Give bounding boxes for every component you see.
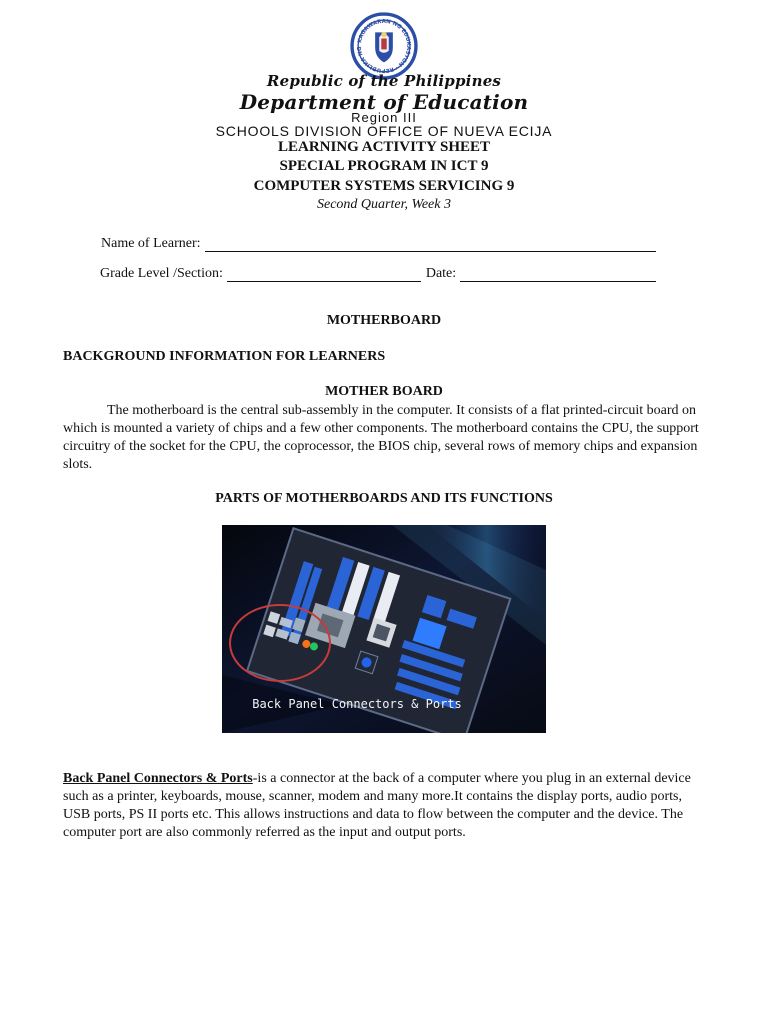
program-title: SPECIAL PROGRAM IN ICT 9 xyxy=(279,158,489,174)
quarter-label: Second Quarter, Week 3 xyxy=(316,197,451,212)
motherboard-heading: MOTHERBOARD xyxy=(326,313,442,328)
name-label: Name of Learner: xyxy=(101,236,201,251)
motherboard-image xyxy=(222,525,546,733)
department-heading: Department of Education xyxy=(239,90,529,114)
republic-heading: Republic of the Philippines xyxy=(266,72,502,90)
grade-label: Grade Level /Section: xyxy=(100,266,223,281)
name-blank[interactable] xyxy=(205,239,656,252)
mother-board-subheading: MOTHER BOARD xyxy=(325,384,443,399)
definition-paragraph xyxy=(63,770,703,842)
grade-date-row xyxy=(100,266,656,282)
intro-paragraph xyxy=(63,402,703,474)
figure-caption: Back Panel Connectors & Ports xyxy=(252,697,462,711)
definition-text: -is a connector at the back of a computer where you plug in an external device such as a printer, keyboards, mouse, scanner, modem and many more.It contains the display ports, audio ports, USB ports, PS II ports etc. This allows instructions and data to flow between the computer and the device. The computer port are also commonly referred as the input and output ports. xyxy=(63,771,691,840)
learning-activity-title: LEARNING ACTIVITY SHEET xyxy=(278,139,490,155)
course-title: COMPUTER SYSTEMS SERVICING 9 xyxy=(253,178,515,194)
region-heading: Region III xyxy=(351,110,417,125)
deped-seal-icon xyxy=(350,12,418,80)
parts-heading: PARTS OF MOTHERBOARDS AND ITS FUNCTIONS xyxy=(215,491,553,506)
date-label: Date: xyxy=(425,266,457,281)
intro-text: The motherboard is the central sub-assembly in the computer. It consists of a flat printed-circuit board on which is mounted a variety of chips and a few other components. The motherboard contains the CPU, the support circuitry of the socket for the CPU, the coprocessor, the BIOS chip, several rows of memory chips and expansion slots. xyxy=(63,403,699,472)
date-blank[interactable] xyxy=(460,269,656,282)
grade-blank[interactable] xyxy=(227,269,421,282)
division-heading: SCHOOLS DIVISION OFFICE OF NUEVA ECIJA xyxy=(215,123,553,139)
name-row xyxy=(101,236,656,252)
definition-term: Back Panel Connectors & Ports xyxy=(63,771,253,786)
seal-text: KAGAWARAN NG EDUKASYON · REPUBLIKA NG xyxy=(356,18,412,74)
background-heading: BACKGROUND INFORMATION FOR LEARNERS xyxy=(63,349,386,364)
